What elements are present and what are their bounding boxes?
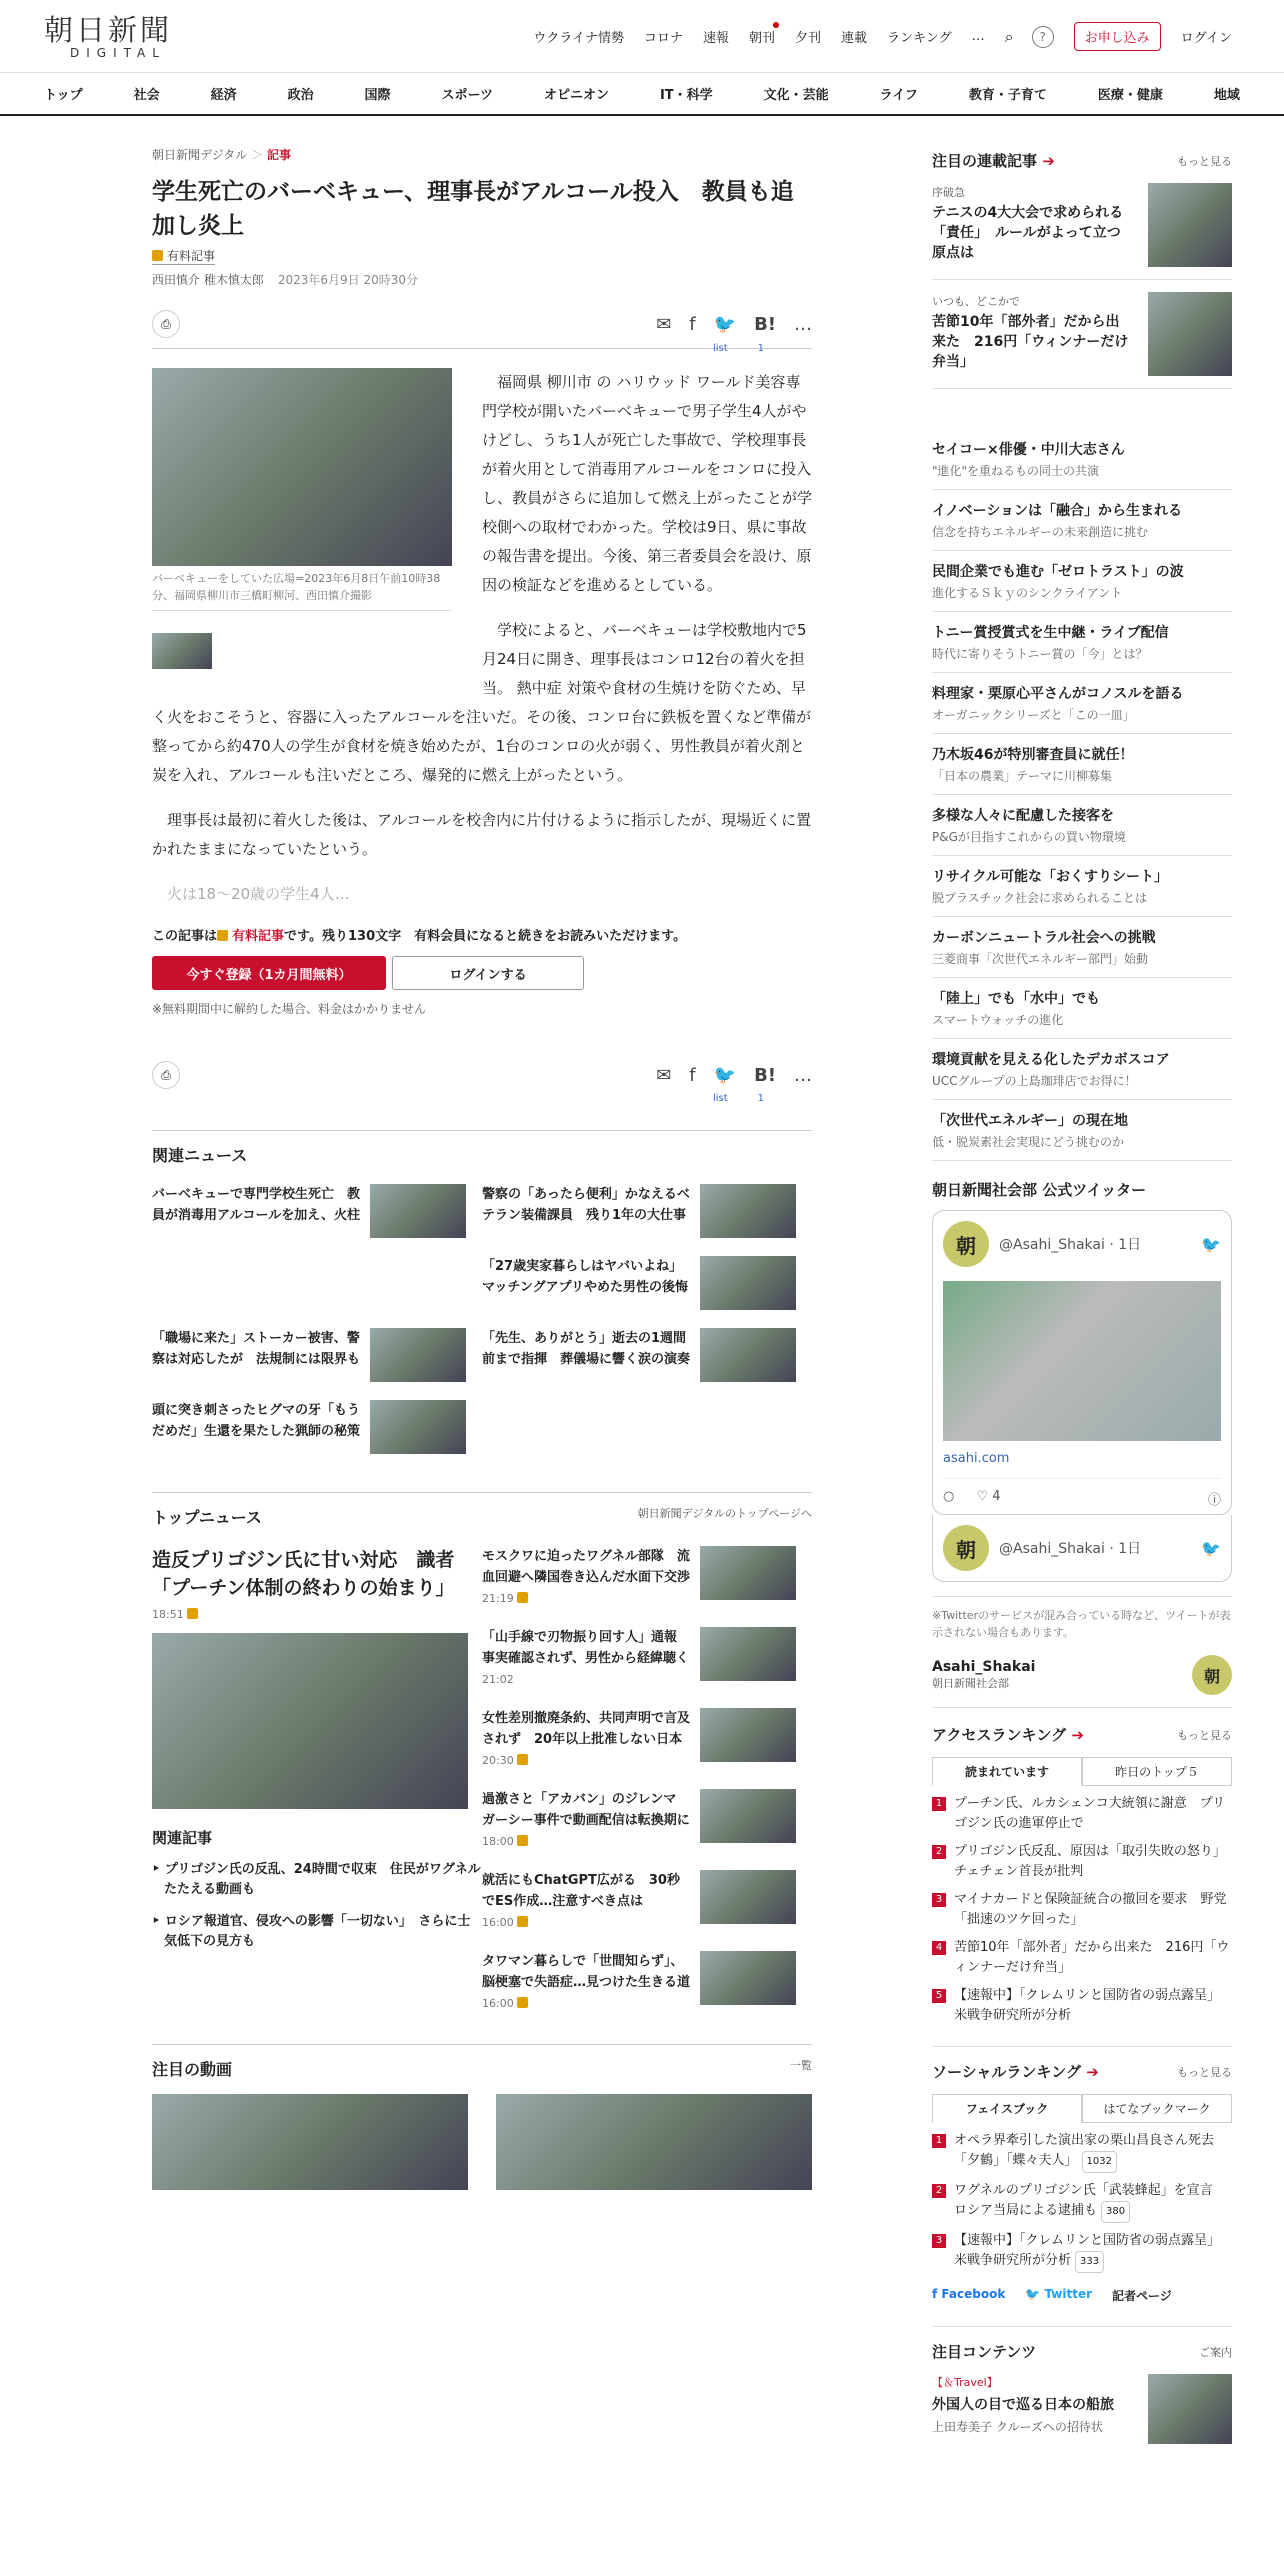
nav-corona[interactable]: コロナ: [643, 31, 683, 46]
related-thumb: [370, 1328, 466, 1382]
lock-icon: [517, 1592, 528, 1603]
login-button[interactable]: ログインする: [392, 956, 584, 990]
ranking-item[interactable]: [932, 1986, 1232, 2026]
item-thumb: [700, 1627, 796, 1681]
contents-heading-text: 注目コンテンツ: [932, 2343, 1037, 2361]
reply-icon[interactable]: ○: [943, 1489, 955, 1504]
series-thumb: [1148, 183, 1232, 267]
arrow-right-icon: ➔: [1086, 2063, 1099, 2081]
article-body: [152, 368, 812, 909]
share-counts: [152, 343, 812, 354]
promo-sub: "進化"を重ねるもの同士の共演: [932, 464, 1100, 478]
item-time: 21:02: [482, 1673, 514, 1686]
tweet-image[interactable]: [943, 1281, 1221, 1441]
access-more-link[interactable]: もっと見る: [1177, 1728, 1232, 1742]
promo-title: カーボンニュートラル社会への挑戦: [932, 930, 1156, 946]
social-heading-text: ソーシャルランキング: [932, 2063, 1081, 2081]
logo-sub: DIGITAL: [70, 46, 166, 60]
promo-sub: オーガニックシリーズと「この一皿」: [932, 708, 1135, 722]
lock-icon: [517, 1997, 528, 2008]
lead-time: 18:51: [152, 1608, 184, 1621]
facebook-label: Facebook: [941, 2287, 1006, 2301]
item-time: 18:00: [482, 1835, 514, 1848]
item-thumb: [700, 1870, 796, 1924]
rank-2: 2: [932, 1845, 946, 1859]
tab-most-read[interactable]: 読まれています: [932, 1757, 1082, 1786]
top-news-more-link[interactable]: 朝日新聞デジタルのトップページへ: [637, 1507, 812, 1520]
promo-title: トニー賞授賞式を生中継・ライブ配信: [932, 625, 1169, 641]
cat-culture[interactable]: 文化・芸能: [763, 88, 829, 103]
share-bar-bottom: [152, 1047, 812, 1099]
related-thumb: [700, 1184, 796, 1238]
related-heading-text: 関連ニュース: [152, 1146, 248, 1165]
rank-5: 5: [932, 1989, 946, 2003]
hatena-icon[interactable]: B!: [754, 1064, 776, 1086]
related-title: 「先生、ありがとう」逝去の1週間前まで指揮 葬儀場に響く涙の演奏: [482, 1331, 691, 1367]
top-news-item[interactable]: [482, 1546, 812, 1609]
share-count: 1032: [1082, 2151, 1117, 2173]
cat-region[interactable]: 地域: [1213, 88, 1240, 103]
promo-item[interactable]: [932, 490, 1232, 551]
series-item[interactable]: [932, 171, 1232, 280]
ranking-item[interactable]: [932, 1794, 1232, 1834]
promo-title: セイコー×俳優・中川大志さん: [932, 442, 1125, 458]
promo-item[interactable]: [932, 1039, 1232, 1100]
lock-icon: [517, 1835, 528, 1846]
lock-icon: [152, 250, 163, 261]
item-thumb: [700, 1546, 796, 1600]
item-title: 過激さと「アカバン」のジレンマ ガーシー事件で動画配信は転換期に: [482, 1792, 690, 1828]
related-item[interactable]: [152, 1400, 482, 1454]
item-time: 21:19: [482, 1592, 514, 1605]
series-title: 苦節10年「部外者」だから出来た 216円「ウィンナーだけ弁当」: [932, 314, 1129, 370]
lock-icon: [217, 930, 228, 941]
ranking-title: プリゴジン氏反乱、原因は「取引失敗の怒り」 チェチェン首長が批判: [954, 1844, 1233, 1879]
lead-related-item[interactable]: ‣ プリゴジン氏の反乱、24時間で収束 住民がワグネルたたえる動画も: [152, 1862, 481, 1897]
related-item[interactable]: [482, 1328, 812, 1382]
nav-morning[interactable]: 朝刊: [749, 27, 775, 46]
cat-it-science[interactable]: IT・科学: [659, 88, 713, 103]
breadcrumb: 朝日新聞デジタル ＞ 記事: [152, 148, 291, 162]
paid-badge: [152, 247, 215, 265]
twitter-icon[interactable]: 🐦: [713, 1064, 737, 1086]
paywall-badge: 有料記事: [232, 929, 285, 944]
lock-icon: [187, 1608, 198, 1619]
related-item[interactable]: [152, 1184, 482, 1238]
related-thumb: [370, 1184, 466, 1238]
lead-title[interactable]: 造反プリゴジン氏に甘い対応 識者「プーチン体制の終わりの始まり」: [152, 1549, 455, 1599]
social-item[interactable]: [932, 2231, 1232, 2273]
more-menu-icon[interactable]: …: [971, 29, 985, 44]
lead-photo[interactable]: [152, 1633, 468, 1809]
related-thumb: [700, 1328, 796, 1382]
breadcrumb-home[interactable]: 朝日新聞デジタル: [152, 148, 248, 162]
paragraph-3: 理事長は最初に着火した後は、アルコールを校舎内に片付けるように指示したが、現場近くに置かれたままになっていたという。: [152, 811, 812, 858]
login-link[interactable]: ログイン: [1180, 31, 1232, 46]
featured-content-heading: [932, 2326, 1232, 2362]
promo-item[interactable]: [932, 917, 1232, 978]
main-column: [152, 146, 812, 2190]
share-count: 380: [1101, 2201, 1130, 2223]
item-time: 16:00: [482, 1916, 514, 1929]
promo-title: 「次世代エネルギー」の現在地: [932, 1113, 1128, 1129]
rank-3: 3: [932, 2234, 946, 2248]
related-title: バーベキューで専門学校生死亡 教員が消毒用アルコールを加え、火柱: [152, 1187, 361, 1223]
promo-title: イノベーションは「融合」から生まれる: [932, 503, 1183, 519]
promo-sub: 「日本の農業」テーマに川柳募集: [932, 769, 1113, 783]
twitter-note: ※Twitterのサービスが混み合っている時など、ツイートが表示されない場合もあります。: [932, 1596, 1232, 1641]
register-button[interactable]: 今すぐ登録（1カ月間無料）: [152, 956, 386, 990]
video-thumb[interactable]: [496, 2094, 812, 2190]
related-title: 頭に突き刺さったヒグマの牙「もうだめだ」生還を果たした猟師の秘策: [152, 1403, 361, 1439]
facebook-icon[interactable]: f: [689, 313, 696, 335]
promo-sub: P&Gが目指すこれからの買い物環境: [932, 830, 1126, 844]
nav-evening[interactable]: 夕刊: [795, 31, 822, 46]
social-links: [932, 2287, 1232, 2304]
ranking-item[interactable]: [932, 1890, 1232, 1930]
rank-2: 2: [932, 2184, 946, 2198]
mail-icon[interactable]: ✉: [656, 1064, 672, 1086]
site-logo[interactable]: [44, 14, 172, 60]
access-heading-text: アクセスランキング: [932, 1726, 1067, 1744]
share-bar: [152, 296, 812, 349]
apply-button[interactable]: お申し込み: [1074, 22, 1161, 51]
twitter-heading-text: 朝日新聞社会部 公式ツイッター: [932, 1181, 1147, 1199]
related-item[interactable]: [152, 1328, 482, 1382]
access-tabs: [932, 1757, 1232, 1786]
paywall-text: です。残り130文字 有料会員になると続きをお読みいただけます。: [284, 929, 687, 944]
help-icon[interactable]: ?: [1032, 26, 1054, 48]
promo-title: 環境貢献を見える化したデカボスコア: [932, 1052, 1170, 1068]
promo-item[interactable]: [932, 612, 1232, 673]
reporter-page-link[interactable]: 記者ページ: [1112, 2289, 1172, 2303]
series-title: テニスの4大大会で求められる「責任」 ルールがよって立つ原点は: [932, 205, 1124, 261]
lead-related-heading: 関連記事: [152, 1829, 213, 1847]
series-item[interactable]: [932, 280, 1232, 389]
mail-icon[interactable]: ✉: [656, 313, 672, 335]
tweet-link[interactable]: asahi.com: [943, 1451, 1010, 1466]
series-heading: [932, 150, 1232, 171]
tab-facebook[interactable]: フェイスブック: [932, 2094, 1082, 2123]
arrow-right-icon: ➔: [1042, 152, 1055, 170]
cat-life[interactable]: ライフ: [879, 88, 918, 103]
item-title: 女性差別撤廃条約、共同声明で言及されず 20年以上批准しない日本: [482, 1711, 691, 1747]
twitter-account[interactable]: [932, 1655, 1232, 1708]
heart-icon[interactable]: ♡: [976, 1489, 989, 1504]
article-photo[interactable]: [152, 368, 452, 566]
promo-sub: スマートウォッチの進化: [932, 1013, 1064, 1027]
rank-3: 3: [932, 1893, 946, 1907]
promo-item[interactable]: [932, 551, 1232, 612]
videos-heading: [152, 2044, 812, 2080]
promo-item[interactable]: [932, 978, 1232, 1039]
promo-title: リサイクル可能な「おくすりシート」: [932, 869, 1169, 885]
photo-thumbnail[interactable]: [152, 633, 212, 669]
sidebar: [932, 150, 1232, 2444]
tweet-actions: [943, 1478, 1221, 1508]
item-title: タワマン暮らしで「世間知らず」、脳梗塞で失語症…見つけた生きる道: [482, 1954, 691, 1990]
more-share-icon[interactable]: …: [794, 1064, 812, 1086]
twitter-embed[interactable]: [932, 1210, 1232, 1515]
trial-note: ※無料期間中に解約した場合、料金はかかりません: [152, 1002, 427, 1016]
paid-badge-label: 有料記事: [167, 249, 216, 263]
series-thumb: [1148, 292, 1232, 376]
more-share-icon[interactable]: …: [794, 313, 812, 335]
paywall-message: [152, 925, 812, 944]
twitter-label: Twitter: [1044, 2287, 1093, 2301]
tweet-handle: @Asahi_Shakai · 1日: [999, 1541, 1142, 1557]
promo-sub: 三菱商事「次世代エネルギー部門」始動: [932, 952, 1149, 966]
promo-title: 多様な人々に配慮した接客を: [932, 808, 1114, 824]
twitter-embed-2[interactable]: [932, 1515, 1232, 1582]
lock-icon: [517, 1754, 528, 1765]
cat-international[interactable]: 国際: [364, 88, 391, 103]
twitter-bird-icon: 🐦: [1201, 1538, 1221, 1558]
nav-ranking[interactable]: ランキング: [887, 31, 952, 46]
item-title: モスクワに迫ったワグネル部隊 流血回避へ隣国巻き込んだ水面下交渉: [482, 1549, 691, 1585]
tweet-header: [943, 1525, 1221, 1571]
promo-title: 乃木坂46が特別審査員に就任！: [932, 747, 1134, 763]
promo-item[interactable]: [932, 734, 1232, 795]
social-more-link[interactable]: もっと見る: [1177, 2065, 1232, 2079]
cat-education[interactable]: 教育・子育て: [968, 88, 1047, 103]
avatar: 朝: [943, 1525, 989, 1571]
paragraph-2: 学校によると、バーベキューは学校敷地内で5月24日に開き、理事長はコンロ12台の着火を担当。 熱中症 対策や食材の生焼けを防ぐため、早く火をおこそうと、容器に入ったアルコールを注いだ。その後、コンロ台に鉄板を置くなど準備が整ってから約470人の学生が食材を焼き始めたが、1台のコンロの火が弱く、男性教員が着火剤と炭を入れ、アルコールも注いだところ、爆発的に燃え上がったという。: [152, 621, 812, 784]
logo-text: 朝日新聞: [44, 13, 173, 47]
lead-related-text: プリゴジン氏の反乱、24時間で収束 住民がワグネルたたえる動画も: [164, 1862, 481, 1897]
related-thumb: [700, 1256, 796, 1310]
nav-ukraine[interactable]: ウクライナ情勢: [533, 31, 624, 46]
top-news-heading-text: トップニュース: [152, 1508, 262, 1527]
promo-item[interactable]: [932, 856, 1232, 917]
related-spacer: [152, 1256, 482, 1310]
account-avatar: 朝: [1192, 1655, 1232, 1695]
top-news-item[interactable]: [482, 1708, 812, 1771]
share-list-link[interactable]: list: [712, 1093, 728, 1104]
share-counts-bottom: [152, 1093, 812, 1104]
cat-health[interactable]: 医療・健康: [1097, 88, 1163, 103]
promo-sub: 信念を持ちエネルギーの未来創造に挑む: [932, 525, 1149, 539]
paragraph-1: 福岡県 柳川市 の ハリウッド ワールド美容専門学校が開いたバーベキューで男子学生4人がやけどし、うち1人が死亡した事故で、学校理事長が着火用として消毒用アルコールをコンロに投入し、教員がさらに追加して燃え上がったことが学校側への取材でわかった。学校は9日、県に事故の報告書を提出。今後、第三者委員会を設け、原因の検証などを進めるとしている。: [482, 373, 813, 594]
social-title: オペラ界牽引した演出家の栗山昌良さん死去 「夕鶴」「蝶々夫人」: [954, 2133, 1228, 2168]
cat-top[interactable]: トップ: [44, 88, 83, 103]
social-item[interactable]: [932, 2131, 1232, 2173]
video-row: [152, 2094, 812, 2190]
lead-related-item[interactable]: ‣ ロシア報道官、侵攻への影響「一切ない」 さらに士気低下の見方も: [152, 1914, 471, 1949]
top-news-item[interactable]: [482, 1627, 812, 1690]
top-news-item[interactable]: [482, 1789, 812, 1852]
article-figure: [152, 368, 452, 669]
item-title: 就活にもChatGPT広がる 30秒でES作成…注意すべき点は: [482, 1873, 680, 1909]
rank-1: 1: [932, 1797, 946, 1811]
twitter-icon[interactable]: 🐦: [713, 313, 737, 335]
paywall-buttons: [152, 956, 812, 990]
article-title: 学生死亡のバーベキュー、理事長がアルコール投入 教員も追加し炎上: [152, 179, 794, 239]
top-news-item[interactable]: [482, 1951, 812, 2014]
ranking-title: プーチン氏、ルカシェンコ大統領に謝意 プリゴジン氏の進軍停止で: [954, 1796, 1226, 1831]
promo-sub: 低・脱炭素社会実現にどう挑むのか: [932, 1135, 1125, 1149]
cat-sports[interactable]: スポーツ: [441, 88, 494, 103]
hatena-icon[interactable]: B!: [754, 313, 776, 335]
item-title: 「山手線で刃物振り回す人」通報 事実確認されず、男性から経緯聴く: [482, 1630, 691, 1666]
contents-more-link[interactable]: ご案内: [1199, 2345, 1232, 2359]
paragraph-4: 火は18～20歳の学生4人…: [167, 885, 350, 903]
twitter-link[interactable]: 🐦 Twitter: [1025, 2287, 1093, 2301]
videos-more-link[interactable]: 一覧: [790, 2059, 812, 2072]
paywall-prefix: この記事は: [152, 929, 218, 944]
ranking-item[interactable]: [932, 1842, 1232, 1882]
info-icon[interactable]: ⓘ: [1207, 1493, 1221, 1508]
top-news-heading: [152, 1492, 812, 1528]
social-title: 【速報中】「クレムリンと国防省の弱点露呈」 米戦争研究所が分析: [954, 2233, 1227, 2268]
related-title: 警察の「あったら便利」かなえるベテラン装備課員 残り1年の大仕事: [482, 1187, 690, 1223]
series-more-link[interactable]: もっと見る: [1177, 154, 1232, 168]
item-time: 16:00: [482, 1997, 514, 2010]
promo-list: [932, 429, 1232, 1161]
cat-politics[interactable]: 政治: [287, 88, 314, 103]
like-count: 4: [992, 1489, 1001, 1504]
promo-sub: 時代に寄りそうトニー賞の「今」とは？: [932, 647, 1148, 661]
series-label: いつも、どこかで: [932, 295, 1020, 308]
ranking-title: マイナカードと保険証統合の撤回を要求 野党「拙速のツケ回った」: [954, 1892, 1227, 1927]
tweet-header: [943, 1221, 1221, 1267]
related-news-grid: [152, 1166, 812, 1454]
social-title: ワグネルのプリゴジン氏「武装蜂起」を宣言 ロシア当局による逮捕も: [954, 2183, 1226, 2218]
promo-item[interactable]: [932, 429, 1232, 490]
facebook-icon[interactable]: f: [689, 1064, 696, 1086]
top-nav: [513, 22, 1232, 51]
promo-sub: 脱プラスチック社会に求められることは: [932, 891, 1148, 905]
photo-caption: バーベキューをしていた広場=2023年6月8日午前10時38分、福岡県柳川市三橋町柳河、西田慎介撮影: [152, 570, 452, 611]
tweet-handle: @Asahi_Shakai · 1日: [999, 1237, 1142, 1253]
share-list-link[interactable]: list: [712, 343, 728, 354]
print-icon[interactable]: ⎙: [152, 1061, 180, 1089]
promo-title: 「陸上」でも「水中」でも: [932, 991, 1100, 1007]
twitter-bird-icon: 🐦: [1201, 1234, 1221, 1254]
content-sub: 上田寿美子 クルーズへの招待状: [932, 2420, 1103, 2434]
cat-opinion[interactable]: オピニオン: [543, 88, 609, 103]
related-item[interactable]: [482, 1256, 812, 1310]
related-title: 「職場に来た」ストーカー被害、警察は対応したが 法規制には限界も: [152, 1331, 361, 1367]
promo-sub: 進化するＳｋｙのシンクライアント: [932, 586, 1123, 600]
arrow-right-icon: ➔: [1071, 1726, 1084, 1744]
rank-4: 4: [932, 1941, 946, 1955]
access-ranking-heading: [932, 1724, 1232, 1745]
featured-content-item[interactable]: [932, 2374, 1232, 2444]
share-count: 1: [757, 343, 764, 354]
lock-icon: [517, 1916, 528, 1927]
rank-1: 1: [932, 2134, 946, 2148]
item-time: 20:30: [482, 1754, 514, 1767]
related-title: 「27歳実家暮らしはヤバいよね」マッチングアプリやめた男性の後悔: [482, 1259, 689, 1295]
video-thumb[interactable]: [152, 2094, 468, 2190]
search-icon[interactable]: ⌕: [1004, 26, 1014, 46]
promo-sub: UCCグループの上島珈琲店でお得に！: [932, 1074, 1137, 1088]
avatar: 朝: [943, 1221, 989, 1267]
account-org: 朝日新聞社会部: [932, 1677, 1009, 1690]
cat-economy[interactable]: 経済: [210, 88, 237, 103]
item-thumb: [700, 1951, 796, 2005]
related-item[interactable]: [482, 1184, 812, 1238]
series-label: 序破急: [932, 186, 965, 199]
nav-series[interactable]: 連載: [841, 31, 868, 46]
authors: 西田慎介 稚木慎太郎: [152, 273, 264, 287]
videos-heading-text: 注目の動画: [152, 2060, 233, 2079]
related-news-heading: [152, 1130, 812, 1166]
promo-item[interactable]: [932, 1100, 1232, 1161]
site-header: [0, 0, 1284, 72]
print-icon[interactable]: ⎙: [152, 310, 180, 338]
tab-yesterday-top5[interactable]: 昨日のトップ５: [1082, 1757, 1232, 1786]
twitter-heading: [932, 1179, 1232, 1200]
promo-title: 民間企業でも進む「ゼロトラスト」の波: [932, 564, 1184, 580]
top-news-lead: [152, 1528, 482, 2014]
top-news-list: [482, 1528, 812, 2014]
ranking-item[interactable]: [932, 1938, 1232, 1978]
breadcrumb-current[interactable]: 記事: [266, 148, 291, 162]
facebook-link[interactable]: f Facebook: [932, 2287, 1006, 2301]
series-heading-text: 注目の連載記事: [932, 152, 1038, 170]
category-bar: [0, 72, 1284, 116]
ranking-title: 苦節10年「部外者」だから出来た 216円「ウィンナーだけ弁当」: [954, 1940, 1230, 1975]
share-count: 1: [757, 1093, 764, 1104]
social-item[interactable]: [932, 2181, 1232, 2223]
lead-related-text: ロシア報道官、侵攻への影響「一切ない」 さらに士気低下の見方も: [164, 1914, 471, 1949]
share-count: 333: [1075, 2251, 1104, 2273]
content-title: 外国人の目で巡る日本の船旅: [932, 2397, 1114, 2413]
top-news-item[interactable]: [482, 1870, 812, 1933]
item-thumb: [700, 1708, 796, 1762]
social-ranking-heading: [932, 2046, 1232, 2082]
item-thumb: [700, 1789, 796, 1843]
promo-item[interactable]: [932, 673, 1232, 734]
top-news-grid: [152, 1528, 812, 2014]
social-tabs: [932, 2094, 1232, 2123]
cat-society[interactable]: 社会: [133, 88, 160, 103]
related-thumb: [370, 1400, 466, 1454]
nav-breaking[interactable]: 速報: [702, 31, 729, 46]
publish-date: 2023年6月9日 20時30分: [277, 273, 418, 287]
content-thumb: [1148, 2374, 1232, 2444]
tab-hatena[interactable]: はてなブックマーク: [1082, 2094, 1232, 2123]
promo-item[interactable]: [932, 795, 1232, 856]
account-name: Asahi_Shakai: [932, 1659, 1036, 1675]
ranking-title: 【速報中】「クレムリンと国防省の弱点露呈」 米戦争研究所が分析: [954, 1988, 1227, 2023]
byline: [152, 271, 812, 288]
content-label: 【＆Travel】: [932, 2376, 998, 2389]
promo-title: 料理家・栗原心平さんがコノスルを語る: [932, 686, 1184, 702]
